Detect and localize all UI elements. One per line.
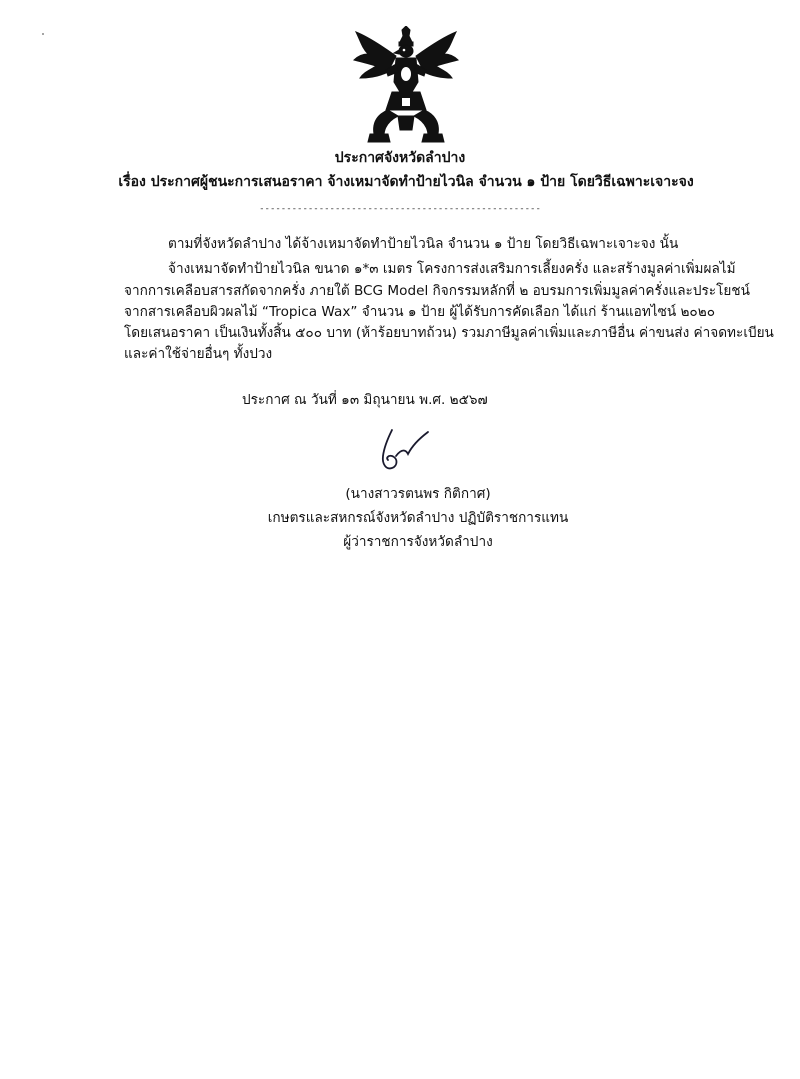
page-title: ประกาศจังหวัดลำปาง [334,150,466,166]
garuda-emblem-icon [352,26,460,146]
body-line: จากการเคลือบสารสกัดจากครั่ง ภายใต้ BCG Model กิจกรรมหลักที่ ๒ อบรมการเพิ่มมูลค่าครั่งและประโยชน์ [124,283,750,299]
signatory-position-governor: ผู้ว่าราชการจังหวัดลำปาง [343,534,493,550]
body-line: จ้างเหมาจัดทำป้ายไวนิล ขนาด ๑*๓ เมตร โครงการส่งเสริมการเลี้ยงครั่ง และสร้างมูลค่าเพิ่มผลไม้ [168,261,736,277]
document-subject: เรื่อง ประกาศผู้ชนะการเสนอราคา จ้างเหมาจัดทำป้ายไวนิล จำนวน ๑ ป้าย โดยวิธีเฉพาะเจาะจง [118,174,694,190]
separator-line: ---------------------------------------------------- [259,204,541,214]
body-line: และค่าใช้จ่ายอื่นๆ ทั้งปวง [124,346,273,362]
body-line: จากสารเคลือบผิวผลไม้ “Tropica Wax” จำนวน ๑ ป้าย ผู้ได้รับการคัดเลือก ได้แก่ ร้านแอทไซน์ ๒๐๒๐ [124,304,715,320]
body-line: โดยเสนอราคา เป็นเงินทั้งสิ้น ๕๐๐ บาท (ห้าร้อยบาทถ้วน) รวมภาษีมูลค่าเพิ่มและภาษีอื่น ค่าขนส่ง ค่าจดทะเบียน [124,325,774,341]
signatory-name: (นางสาวรตนพร กิติกาศ) [345,486,491,502]
body-line: ตามที่จังหวัดลำปาง ได้จ้างเหมาจัดทำป้ายไวนิล จำนวน ๑ ป้าย โดยวิธีเฉพาะเจาะจง นั้น [168,236,679,252]
handwritten-signature [372,426,432,476]
announcement-date: ประกาศ ณ วันที่ ๑๓ มิถุนายน พ.ศ. ๒๕๖๗ [242,392,488,408]
signatory-position: เกษตรและสหกรณ์จังหวัดลำปาง ปฏิบัติราชการแทน [267,510,569,526]
scan-speck [42,33,44,35]
